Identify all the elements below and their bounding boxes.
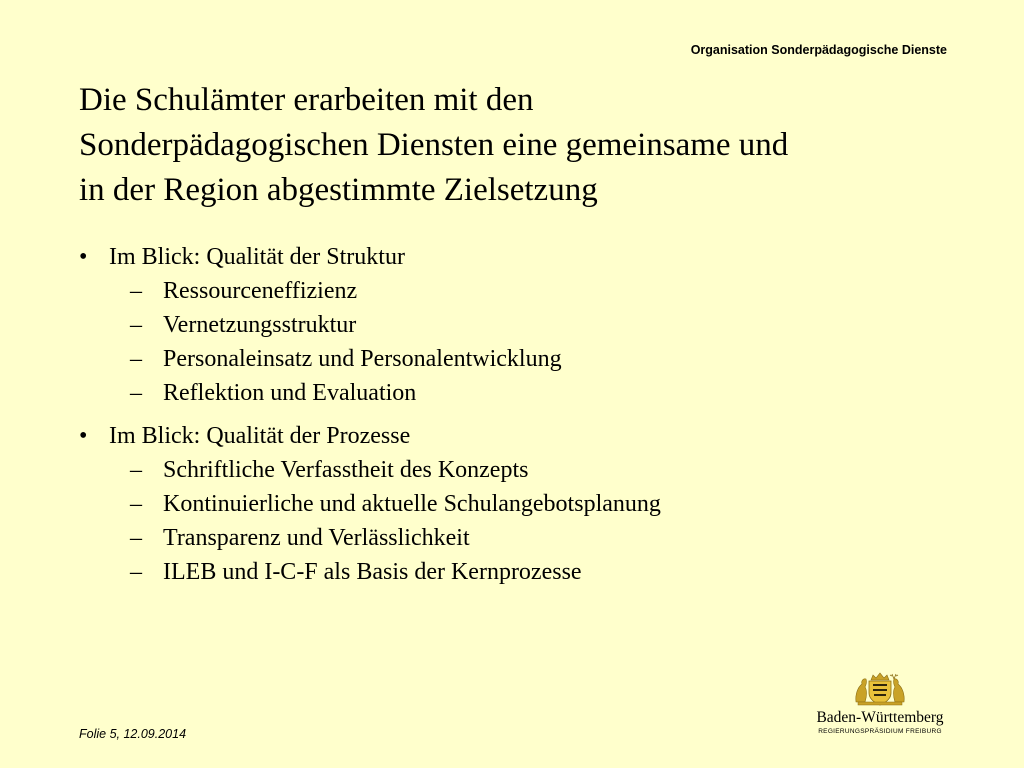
- logo-name: Baden-Württemberg: [816, 709, 944, 726]
- bullet-group: [79, 240, 959, 410]
- sub-item-text: Schriftliche Verfasstheit des Konzepts: [163, 457, 529, 483]
- sub-item-text: Kontinuierliche und aktuelle Schulangebotsplanung: [163, 491, 661, 517]
- bullet-marker: •: [79, 423, 88, 449]
- bullet-item: [79, 240, 959, 274]
- bullet-text: Im Blick: Qualität der Prozesse: [109, 423, 411, 449]
- sub-item-text: Transparenz und Verlässlichkeit: [163, 525, 470, 551]
- dash-marker: –: [130, 559, 142, 585]
- dash-marker: –: [130, 278, 142, 304]
- bullet-item: [79, 419, 959, 453]
- dash-marker: –: [130, 491, 142, 517]
- sub-item-text: Vernetzungsstruktur: [163, 312, 357, 338]
- logo-subtitle: REGIERUNGSPRÄSIDIUM FREIBURG: [818, 728, 942, 735]
- sub-item-text: Ressourceneffizienz: [163, 278, 358, 304]
- bullet-marker: •: [79, 244, 88, 270]
- sub-item: [79, 376, 959, 410]
- title-line: in der Region abgestimmte Zielsetzung: [79, 172, 598, 208]
- sub-item: [79, 342, 959, 376]
- bullet-group: [79, 419, 959, 589]
- dash-marker: –: [130, 525, 142, 551]
- sub-item: [79, 487, 959, 521]
- footer-slide-info: Folie 5, 12.09.2014: [79, 727, 187, 741]
- title-line: Die Schulämter erarbeiten mit den: [79, 82, 534, 118]
- dash-marker: –: [130, 312, 142, 338]
- sub-item-text: Reflektion und Evaluation: [163, 380, 417, 406]
- header-label: Organisation Sonderpädagogische Dienste: [690, 43, 947, 57]
- dash-marker: –: [130, 457, 142, 483]
- sub-item: [79, 521, 959, 555]
- title-line: Sonderpädagogischen Diensten eine gemeinsame und: [79, 127, 789, 163]
- sub-item: [79, 453, 959, 487]
- coat-of-arms-icon: [852, 672, 908, 706]
- baden-wuerttemberg-logo: [810, 672, 950, 746]
- slide-title: [79, 78, 959, 213]
- dash-marker: –: [130, 346, 142, 372]
- sub-item-text: ILEB und I-C-F als Basis der Kernprozesse: [163, 559, 582, 585]
- bullet-list: [79, 240, 959, 598]
- sub-item: [79, 274, 959, 308]
- sub-item: [79, 555, 959, 589]
- dash-marker: –: [130, 380, 142, 406]
- sub-item-text: Personaleinsatz und Personalentwicklung: [163, 346, 562, 372]
- sub-item: [79, 308, 959, 342]
- bullet-text: Im Blick: Qualität der Struktur: [109, 244, 405, 270]
